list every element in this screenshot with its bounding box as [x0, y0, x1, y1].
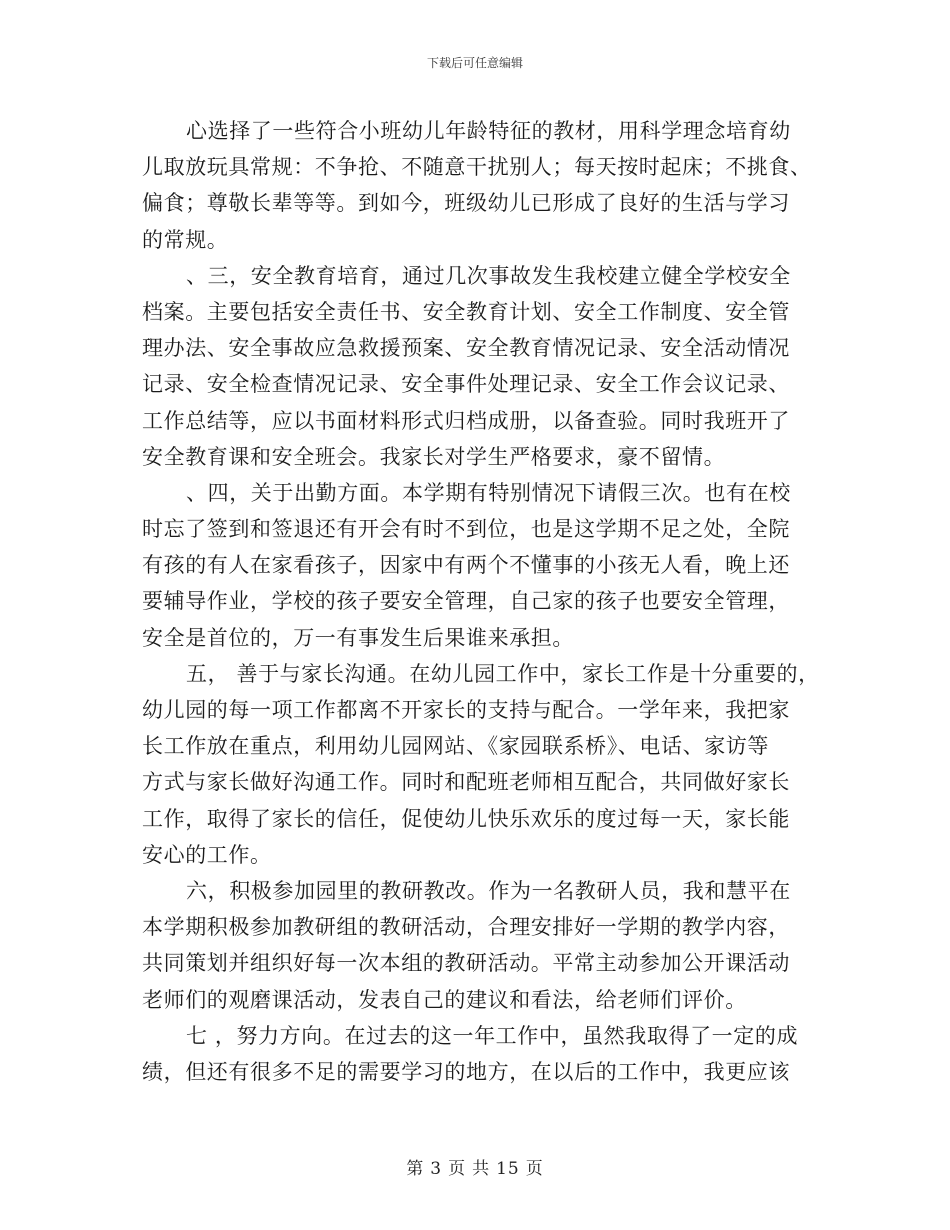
text-line: 共同策划并组织好每一次本组的教研活动。平常主动参加公开课活动 — [142, 951, 790, 976]
text-line: 长工作放在重点，利用幼儿园网站、《家园联系桥》、电话、家访等 — [142, 734, 769, 759]
text-line: 老师们的观磨课活动，发表自己的建议和看法，给老师们评价。 — [142, 987, 747, 1012]
text-line: 六，积极参加园里的教研教改。作为一名教研人员，我和慧平在 — [186, 878, 791, 903]
document-body — [142, 113, 822, 1090]
footer-page-number: 3 — [430, 1159, 443, 1179]
text-line: 方式与家长做好沟通工作。同时和配班老师相互配合，共同做好家长 — [142, 770, 790, 795]
text-line: 档案。主要包括安全责任书、安全教育计划、安全工作制度、安全管 — [142, 299, 790, 324]
footer-total-label: 共 — [472, 1159, 491, 1179]
footer-suffix: 页 — [525, 1159, 544, 1179]
text-line: 本学期积极参加教研组的教研活动，合理安排好一学期的教学内容， — [142, 915, 790, 940]
text-line: 七 ，努力方向。在过去的这一年工作中，虽然我取得了一定的成 — [186, 1023, 799, 1048]
text-line: 五， 善于与家长沟通。在幼儿园工作中，家长工作是十分重要的， — [186, 661, 820, 686]
text-line: 安全是首位的，万一有事发生后果谁来承担。 — [142, 625, 574, 650]
text-line: 、四，关于出勤方面。本学期有特别情况下请假三次。也有在校 — [186, 480, 791, 505]
text-line: 有孩的有人在家看孩子，因家中有两个不懂事的小孩无人看，晚上还 — [142, 553, 790, 578]
footer-page-label: 页 — [448, 1159, 467, 1179]
text-line: 、三，安全教育培育，通过几次事故发生我校建立健全学校安全 — [186, 263, 791, 288]
text-line: 儿取放玩具常规：不争抢、不随意干扰别人；每天按时起床；不挑食、 — [142, 155, 812, 180]
text-line: 理办法、安全事故应急救援预案、安全教育情况记录、安全活动情况 — [142, 336, 790, 361]
text-line: 幼儿园的每一项工作都离不开家长的支持与配合。一学年来，我把家 — [142, 698, 790, 722]
text-line: 安全教育课和安全班会。我家长对学生严格要求，豪不留情。 — [142, 444, 726, 469]
text-line: 记录、安全检查情况记录、安全事件处理记录、安全工作会议记录、 — [142, 372, 790, 397]
text-line: 时忘了签到和签退还有开会有时不到位，也是这学期不足之处，全院 — [142, 517, 790, 542]
text-line: 心选择了一些符合小班幼儿年龄特征的教材，用科学理念培育幼 — [186, 119, 791, 143]
footer-prefix: 第 — [406, 1159, 425, 1179]
page-header: 下载后可任意编辑 — [426, 56, 523, 70]
text-line: 要辅导作业，学校的孩子要安全管理，自己家的孩子也要安全管理， — [142, 589, 790, 614]
footer-total-pages: 15 — [496, 1159, 520, 1179]
text-line: 的常规。 — [142, 227, 229, 252]
page-footer — [0, 1154, 950, 1179]
text-line: 工作，取得了家长的信任，促使幼儿快乐欢乐的度过每一天，家长能 — [142, 806, 790, 831]
text-line: 工作总结等，应以书面材料形式归档成册，以备查验。同时我班开了 — [142, 408, 790, 433]
text-line: 偏食；尊敬长辈等等。到如今，班级幼儿已形成了良好的生活与学习 — [142, 191, 790, 216]
text-line: 绩，但还有很多不足的需要学习的地方，在以后的工作中，我更应该 — [142, 1059, 790, 1084]
text-line: 安心的工作。 — [142, 842, 272, 867]
